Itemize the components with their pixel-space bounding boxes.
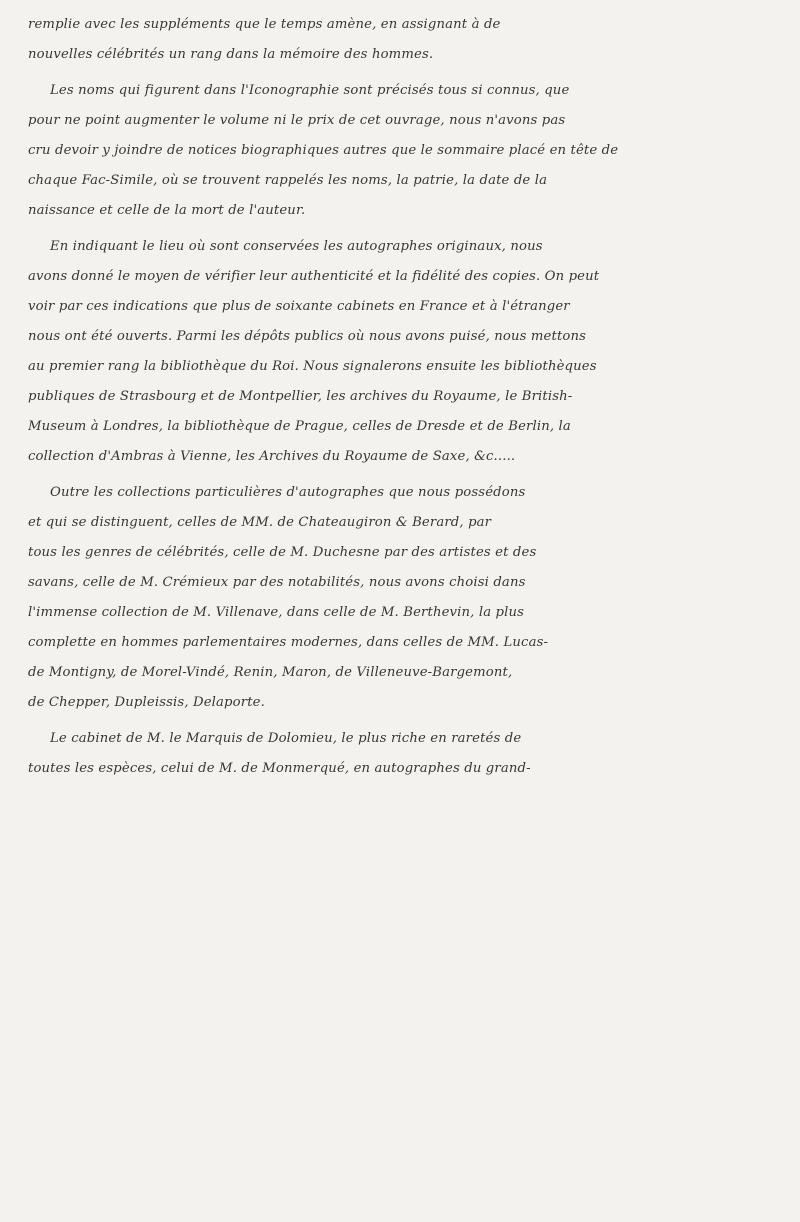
- text-line: En indiquant le lieu où sont conservées les autographes originaux, nous: [50, 239, 543, 254]
- handwritten-text-block: [28, 10, 780, 784]
- text-line: tous les genres de célébrités, celle de M. Duchesne par des artistes et des: [28, 545, 537, 560]
- text-line: remplie avec les suppléments que le temps amène, en assignant à de: [28, 17, 501, 32]
- text-line: nous ont été ouverts. Parmi les dépôts publics où nous avons puisé, nous mettons: [28, 329, 587, 344]
- text-line: savans, celle de M. Crémieux par des notabilités, nous avons choisi dans: [28, 575, 526, 590]
- text-line: chaque Fac-Simile, où se trouvent rappelés les noms, la patrie, la date de la: [28, 173, 548, 188]
- text-line: complette en hommes parlementaires modernes, dans celles de MM. Lucas-: [28, 635, 549, 650]
- text-line: naissance et celle de la mort de l'auteur.: [28, 203, 306, 218]
- text-line: Le cabinet de M. le Marquis de Dolomieu, le plus riche en raretés de: [50, 731, 522, 746]
- text-line: de Chepper, Dupleissis, Delaporte.: [28, 695, 265, 710]
- text-line: publiques de Strasbourg et de Montpellier, les archives du Royaume, le British-: [28, 389, 573, 404]
- text-line: nouvelles célébrités un rang dans la mémoire des hommes.: [28, 47, 434, 62]
- text-line: Outre les collections particulières d'autographes que nous possédons: [50, 485, 526, 500]
- text-line: cru devoir y joindre de notices biographiques autres que le sommaire placé en tête de: [28, 143, 619, 158]
- text-line: Les noms qui figurent dans l'Iconographie sont précisés tous si connus, que: [50, 83, 570, 98]
- text-line: toutes les espèces, celui de M. de Monmerqué, en autographes du grand-: [28, 761, 531, 776]
- text-line: collection d'Ambras à Vienne, les Archives du Royaume de Saxe, &c.....: [28, 449, 516, 464]
- text-line: au premier rang la bibliothèque du Roi. Nous signalerons ensuite les bibliothèques: [28, 359, 597, 374]
- text-line: voir par ces indications que plus de soixante cabinets en France et à l'étranger: [28, 299, 570, 314]
- text-line: Museum à Londres, la bibliothèque de Prague, celles de Dresde et de Berlin, la: [28, 419, 571, 434]
- text-line: pour ne point augmenter le volume ni le prix de cet ouvrage, nous n'avons pas: [28, 113, 566, 128]
- text-line: l'immense collection de M. Villenave, dans celle de M. Berthevin, la plus: [28, 605, 525, 620]
- text-line: avons donné le moyen de vérifier leur authenticité et la fidélité des copies. On peut: [28, 269, 600, 284]
- text-line: et qui se distinguent, celles de MM. de Chateaugiron & Berard, par: [28, 515, 492, 530]
- text-line: de Montigny, de Morel-Vindé, Renin, Maron, de Villeneuve-Bargemont,: [28, 665, 513, 680]
